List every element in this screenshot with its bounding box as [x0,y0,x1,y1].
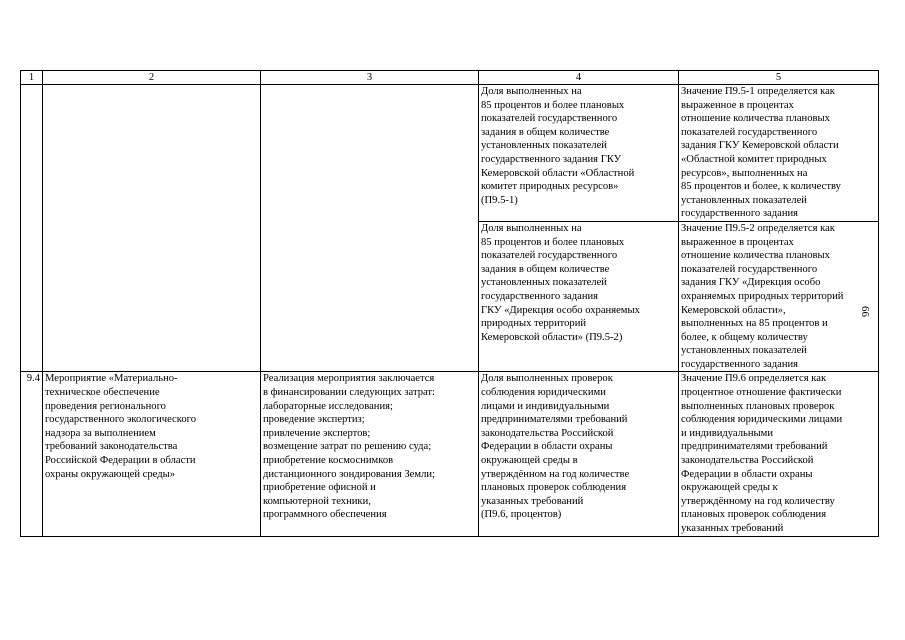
indicator-cell: Доля выполненных проверок соблюдения юридическими лицами и индивидуальными предпринимателями требований законодательства Российской Федерации в области охраны окружающей среды в утверждённом на год количестве плановых проверок соблюдения указанных требований (П9.6, процентов) [479,372,679,536]
activity-name-cell [43,85,261,372]
activity-description-cell: Реализация мероприятия заключается в финансировании следующих затрат: лабораторные исследования; проведение экспертиз; привлечение экспертов; возмещение затрат по решению суда; приобретение космоснимков дистанционного зондирования Земли; приобретение офисной и компьютерной техники, программного обеспечения [261,372,479,536]
table-row [21,372,879,536]
row-number-cell [21,85,43,372]
header-cell-1: 1 [21,71,43,85]
page-number: 66 [859,306,871,317]
indicator-cell: Доля выполненных на 85 процентов и более плановых показателей государственного задания в общем количестве установленных показателей государственного задания ГКУ «Дирекция особо охраняемых природных территорий Кемеровской области» (П9.5-2) [479,221,679,372]
indicator-method-cell: Значение П9.5-1 определяется как выраженное в процентах отношение количества плановых показателей государственного задания ГКУ Кемеровской области «Областной комитет природных ресурсов», выполненных на 85 процентов и более, к количеству установленных показателей государственного задания [679,85,879,222]
indicator-cell: Доля выполненных на 85 процентов и более плановых показателей государственного задания в общем количестве установленных показателей государственного задания ГКУ Кемеровской области «Областной комитет природных ресурсов» (П9.5-1) [479,85,679,222]
header-cell-2: 2 [43,71,261,85]
header-cell-3: 3 [261,71,479,85]
header-cell-4: 4 [479,71,679,85]
table-row [21,85,879,222]
table-header-row [21,71,879,85]
indicators-table [20,70,879,537]
indicator-method-cell: Значение П9.5-2 определяется как выраженное в процентах отношение количества плановых показателей государственного задания ГКУ «Дирекция особо охраняемых природных территорий Кемеровской области», выполненных на 85 процентов и более, к общему количеству установленных показателей государственного задания [679,221,879,372]
activity-name-cell: Мероприятие «Материально- техническое обеспечение проведения регионального государственного экологического надзора за выполнением требований законодательства Российской Федерации в области охраны окружающей среды» [43,372,261,536]
activity-description-cell [261,85,479,372]
header-cell-5: 5 [679,71,879,85]
indicator-method-cell: Значение П9.6 определяется как процентное отношение фактически выполненных плановых проверок соблюдения юридическими лицами и индивидуальными предпринимателями требований законодательства Российской Федерации в области охраны окружающей среды к утверждённому на год количеству плановых проверок соблюдения указанных требований [679,372,879,536]
row-number-cell: 9.4 [21,372,43,536]
